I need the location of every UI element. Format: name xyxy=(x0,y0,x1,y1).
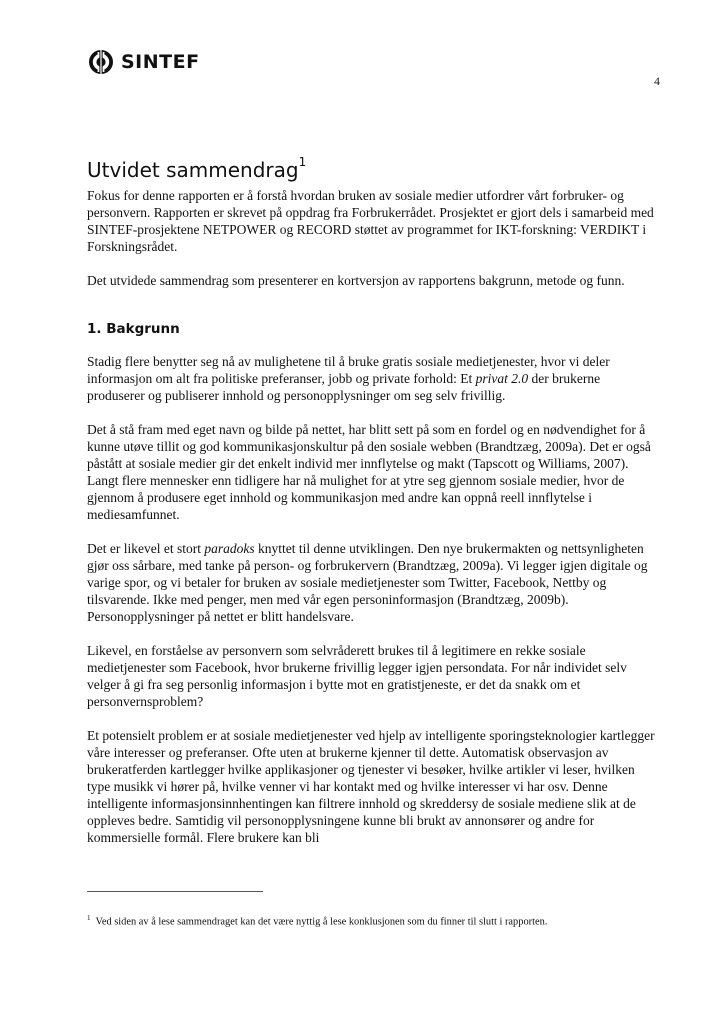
footnote-text: Ved siden av å lese sammendraget kan det være nyttig å lese konklusjonen som du finner til slutt i rapporten. xyxy=(95,916,548,928)
body-paragraph: Et potensielt problem er at sosiale medietjenester ved hjelp av intelligente sporingsteknologier kartlegger våre interesser og preferanser. Ofte uten at brukerne kjenner til dette. Automatisk observasjon av brukeratferden kartlegger hvilke applikasjoner og tjenester vi besøker, hvilke artikler vi leser, hvilken type musikk vi hører på, hvilke venner vi har kontakt med og hvilke interesser vi har osv. Denne intelligente informasjonsinnhentingen kan filtrere innhold og skreddersy de sosiale mediene slik at de oppleves bedre. Samtidig vil personopplysningene kunne bli brukt av annonsører og andre for kommersielle formål. Flere brukere kan bli xyxy=(87,728,655,845)
emphasis-text: privat 2.0 xyxy=(475,371,529,386)
title-text: Utvidet sammendrag xyxy=(87,158,299,182)
text-run: Stadig flere benytter seg nå av mulighetene til å bruke gratis sosiale medietjenester, hvor vi deler informasjon om alt fra politiske preferanser, jobb og private forhold: Et xyxy=(87,354,610,386)
title-footnote-ref: 1 xyxy=(298,155,307,170)
main-content xyxy=(87,157,657,863)
emphasis-text: paradoks xyxy=(204,541,255,556)
text-run: der brukerne produserer og publiserer innhold og personopplysninger om seg selv frivillig. xyxy=(87,371,601,403)
footnote xyxy=(87,912,687,928)
logo-text: SINTEF xyxy=(121,50,200,73)
footnote-marker: 1 xyxy=(87,914,91,922)
page-title xyxy=(87,157,657,183)
sintef-logo xyxy=(88,49,200,75)
intro-paragraph: Fokus for denne rapporten er å forstå hvordan bruken av sosiale medier utfordrer vårt forbruker- og personvern. Rapporten er skrevet på oppdrag fra Forbrukerrådet. Prosjektet er gjort dels i samarbeid med SINTEF-prosjektene NETPOWER og RECORD støttet av programmet for IKT-forskning: VERDIKT i Forskningsrådet. xyxy=(87,188,654,254)
sintef-logo-icon xyxy=(88,49,114,75)
footnote-divider xyxy=(87,891,263,892)
body-paragraph xyxy=(87,353,657,404)
body-paragraph: Det å stå fram med eget navn og bilde på nettet, har blitt sett på som en fordel og en nødvendighet for å kunne utøve tillit og god kommunikasjonskultur på den sosiale webben (Brandtzæg, 2009a). Det er også påstått at sosiale medier gir det enkelt individ mer innflytelse og makt (Tapscott og Williams, 2007). Langt flere mennesker enn tidligere har nå mulighet for at ytre seg gjennom sosiale medier, hvor de gjennom å produsere eget innhold og kommunikasjon med andre kan oppnå reell innflytelse i mediesamfunnet. xyxy=(87,422,651,522)
text-run: Det er likevel et stort xyxy=(87,541,205,556)
body-paragraph: Likevel, en forståelse av personvern som selvråderett brukes til å legitimere en rekke sosiale medietjenester som Facebook, hvor brukerne frivillig legger igjen persondata. For når individet selv velger å gi fra seg personlig informasjon i bytte mot en gratistjeneste, er det da snakk om et personvernsproblem? xyxy=(87,643,627,709)
text-run: knyttet til denne utviklingen. Den nye brukermakten og nettsynligheten gjør oss sårbare, med tanke på person- og forbrukervern (Brandtzæg, 2009a). Vi legger igjen digitale og varige spor, og vi betaler for bruken av sosiale medietjenester som Twitter, Facebook, Nettby og tilsvarende. Ikke med penger, men med vår egen personinformasjon (Brandtzæg, 2009b). Personopplysninger på nettet er blitt handelsvare. xyxy=(87,541,648,624)
page-number: 4 xyxy=(654,74,660,88)
intro-paragraph: Det utvidede sammendrag som presenterer en kortversjon av rapportens bakgrunn, metode og funn. xyxy=(87,273,625,288)
section-heading: 1. Bakgrunn xyxy=(87,321,180,337)
body-paragraph xyxy=(87,540,657,625)
